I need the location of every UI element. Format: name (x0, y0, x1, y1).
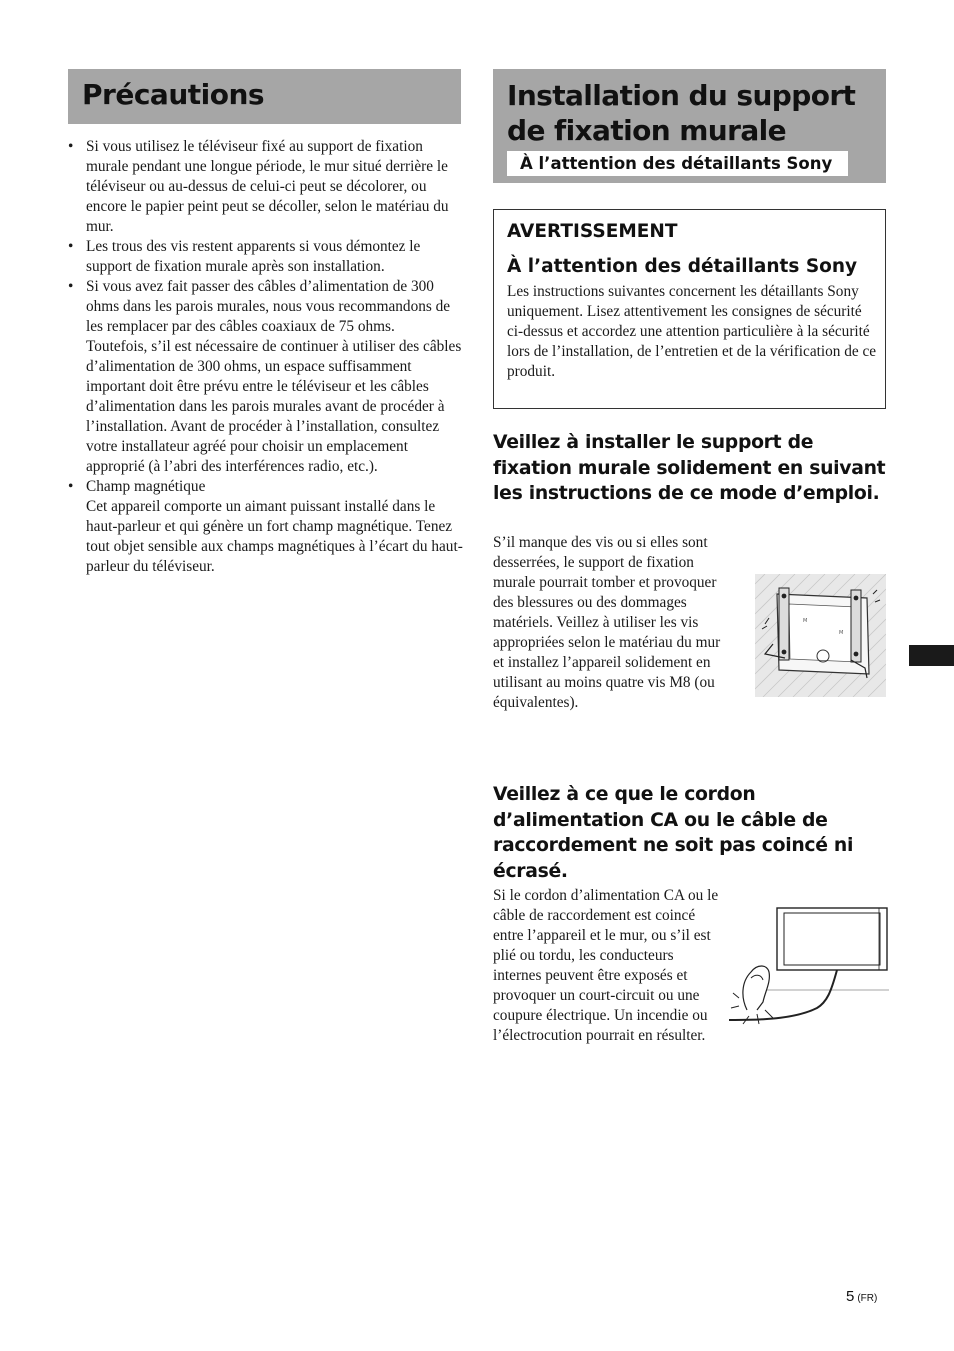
bullet-dot: • (68, 238, 74, 255)
wall-bracket-illustration (755, 574, 886, 697)
svg-text:M: M (803, 618, 808, 624)
precautions-list (68, 137, 463, 577)
bullet-dot: • (68, 138, 74, 155)
installation-subtitle: À l’attention des détaillants Sony (507, 151, 848, 176)
page-number-suffix: (FR) (857, 1293, 878, 1304)
section-heading: Veillez à installer le support de fixation murale solidement en suivant les instructions de ce mode d’emploi. (493, 432, 886, 504)
precautions-header (68, 69, 461, 124)
precaution-text: Si vous utilisez le téléviseur fixé au support de fixation murale pendant une longue période, le mur situé derrière le téléviseur ou au-dessus de celui-ci peut se décolorer, ou encore le papier peint peut se décoller, selon le matériau du mur. (86, 138, 449, 235)
tv-cable-illustration (727, 902, 889, 1030)
warning-title: AVERTISSEMENT (507, 221, 678, 242)
warning-box (493, 209, 886, 409)
precaution-item (68, 137, 463, 237)
section-body: Si le cordon d’alimentation CA ou le câble de raccordement est coincé entre l’appareil et le mur, ou s’il est plié ou tordu, les conducteurs internes peuvent être exposés et provoquer un court-circuit ou une coupure électrique. Un incendie ou l’électrocution pourrait en résulter. (493, 887, 719, 1044)
precautions-title: Précautions (82, 78, 265, 111)
section-heading: Veillez à ce que le cordon d’alimentation CA ou le câble de raccordement ne soit pas coincé ni écrasé. (493, 784, 854, 882)
precaution-item (68, 237, 463, 277)
installation-title: Installation du support de fixation murale (507, 79, 856, 147)
precaution-text: Les trous des vis restent apparents si vous démontez le support de fixation murale après son installation. (86, 238, 421, 275)
warning-subtitle: À l’attention des détaillants Sony (507, 256, 858, 277)
svg-text:M: M (839, 630, 844, 636)
precaution-text: Champ magnétique (86, 478, 206, 495)
page-number (846, 1288, 877, 1305)
precaution-text: Cet appareil comporte un aimant puissant installé dans le haut-parleur et qui génère un fort champ magnétique. Tenez tout objet sensible aux champs magnétiques à l’écart du haut-parleur du téléviseur. (86, 498, 463, 575)
bullet-dot: • (68, 478, 74, 495)
precaution-text: Si vous avez fait passer des câbles d’alimentation de 300 ohms dans les parois murales, nous vous recommandons de les remplacer par des câbles coaxiaux de 75 ohms. (86, 278, 451, 335)
precaution-item (68, 477, 463, 577)
precaution-text: Toutefois, s’il est nécessaire de continuer à utiliser des câbles d’alimentation de 300 ohms, un espace suffisamment important doit être prévu entre le téléviseur et les câbles d’alimentation dans les parois murales avant de procéder à l’installation. Avant de procéder à l’installation, consultez votre installateur agréé pour choisir un emplacement approprié (à l’abri des interférences radio, etc.). (86, 338, 462, 475)
bullet-dot: • (68, 278, 74, 295)
section-body: S’il manque des vis ou si elles sont desserrées, le support de fixation murale pourrait tomber et provoquer des blessures ou des dommages matériels. Veillez à utiliser les vis appropriées selon le matériau du mur et installez l’appareil solidement en utilisant au moins quatre vis M8 (ou équivalentes). (493, 534, 721, 711)
page-number-value: 5 (846, 1288, 855, 1305)
warning-body: Les instructions suivantes concernent les détaillants Sony uniquement. Lisez attentivement les consignes de sécurité ci-dessus et accordez une attention particulière à la sécurité lors de l’installation, de l’entretien et de la vérification de ce produit. (507, 283, 877, 380)
language-tab-marker (909, 645, 954, 666)
installation-header (493, 69, 886, 183)
precaution-item (68, 277, 463, 477)
